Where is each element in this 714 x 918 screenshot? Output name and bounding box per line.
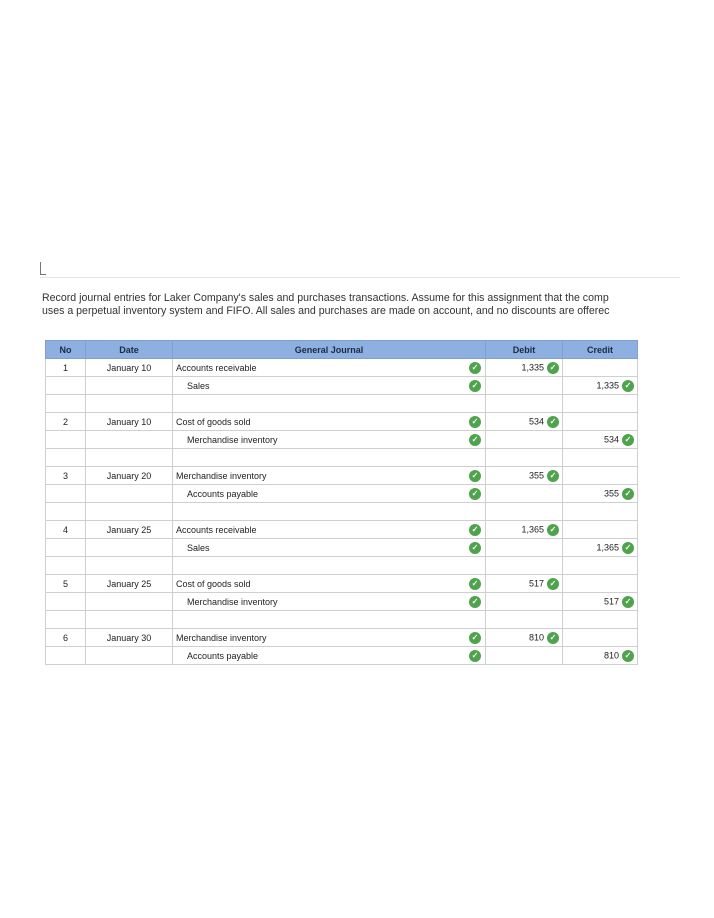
credit-account-select-text: Sales <box>187 542 210 553</box>
entry-date-select-text: January 10 <box>106 362 152 373</box>
entry-date-empty <box>86 377 173 395</box>
empty-cell <box>563 557 638 575</box>
entry-date-select[interactable] <box>86 413 173 431</box>
journal-spacer-row <box>46 449 638 467</box>
debit-amount-input[interactable] <box>486 575 563 593</box>
debit-amount-input[interactable] <box>486 521 563 539</box>
empty-cell <box>46 557 86 575</box>
journal-credit-row <box>46 431 638 449</box>
entry-date-select[interactable] <box>86 359 173 377</box>
journal-debit-row <box>46 413 638 431</box>
empty-cell <box>486 449 563 467</box>
empty-cell <box>486 503 563 521</box>
credit-account-select[interactable] <box>173 647 486 665</box>
check-circle-icon: ✓ <box>622 488 634 500</box>
empty-cell <box>86 449 173 467</box>
journal-debit-row <box>46 467 638 485</box>
journal-credit-row <box>46 377 638 395</box>
check-circle-icon: ✓ <box>469 470 481 482</box>
credit-amount-input-text: 1,335 <box>596 379 619 390</box>
credit-amount-input[interactable] <box>563 539 638 557</box>
debit-amount-input-text: 1,335 <box>521 361 544 372</box>
entry-number-text: 4 <box>62 524 68 535</box>
debit-account-select-text: Accounts receivable <box>176 524 257 535</box>
entry-date-empty <box>86 647 173 665</box>
empty-cell <box>173 503 486 521</box>
credit-amount-input[interactable] <box>563 413 638 431</box>
credit-account-select-text: Accounts payable <box>187 650 259 661</box>
check-circle-icon: ✓ <box>469 362 481 374</box>
check-circle-icon: ✓ <box>469 632 481 644</box>
journal-spacer-row <box>46 557 638 575</box>
entry-number <box>46 629 86 647</box>
credit-account-select[interactable] <box>173 431 486 449</box>
empty-cell <box>86 503 173 521</box>
journal-debit-row <box>46 359 638 377</box>
instructions-line-1: Record journal entries for Laker Company's sales and purchases transactions. Assume for this assignment that the comp <box>42 292 609 304</box>
debit-amount-input-text: 810 <box>528 631 544 642</box>
debit-account-select-text: Accounts receivable <box>176 362 257 373</box>
empty-cell <box>173 395 486 413</box>
debit-account-select-text: Merchandise inventory <box>176 632 267 643</box>
entry-date-empty <box>86 431 173 449</box>
general-journal-table <box>45 340 638 665</box>
credit-account-select-text: Accounts payable <box>187 488 259 499</box>
entry-number-text: 5 <box>62 578 68 589</box>
credit-amount-input-text: 534 <box>603 433 619 444</box>
credit-amount-input[interactable] <box>563 593 638 611</box>
entry-date-empty <box>86 593 173 611</box>
text-cursor-mark <box>40 262 46 275</box>
entry-date-select-text: January 25 <box>106 524 152 535</box>
entry-date-select[interactable] <box>86 575 173 593</box>
debit-account-select-text: Merchandise inventory <box>176 470 267 481</box>
empty-cell <box>563 449 638 467</box>
empty-cell <box>486 611 563 629</box>
debit-amount-input[interactable] <box>486 467 563 485</box>
entry-date-select-text: January 10 <box>106 416 152 427</box>
entry-number <box>46 467 86 485</box>
credit-account-select-text: Sales <box>187 380 210 391</box>
entry-date-empty <box>86 539 173 557</box>
debit-amount-input[interactable] <box>486 431 563 449</box>
check-circle-icon: ✓ <box>469 578 481 590</box>
check-circle-icon: ✓ <box>622 596 634 608</box>
check-circle-icon: ✓ <box>469 524 481 536</box>
check-circle-icon: ✓ <box>469 434 481 446</box>
credit-account-select-text: Merchandise inventory <box>187 596 278 607</box>
credit-account-select[interactable] <box>173 539 486 557</box>
debit-amount-input-text: 534 <box>528 415 544 426</box>
journal-credit-row <box>46 593 638 611</box>
debit-account-select-text: Cost of goods sold <box>176 578 251 589</box>
debit-amount-input[interactable] <box>486 593 563 611</box>
entry-number-text: 1 <box>62 362 68 373</box>
check-circle-icon: ✓ <box>547 578 559 590</box>
journal-credit-row <box>46 647 638 665</box>
journal-spacer-row <box>46 503 638 521</box>
journal-credit-row <box>46 539 638 557</box>
debit-amount-input[interactable] <box>486 377 563 395</box>
empty-cell <box>173 449 486 467</box>
credit-account-select[interactable] <box>173 377 486 395</box>
credit-amount-input-text: 1,365 <box>596 541 619 552</box>
empty-cell <box>563 611 638 629</box>
debit-amount-input-text: 355 <box>528 469 544 480</box>
empty-cell <box>46 503 86 521</box>
entry-date-select[interactable] <box>86 467 173 485</box>
entry-number-empty <box>46 539 86 557</box>
journal-body <box>46 359 638 665</box>
entry-date-select-text: January 20 <box>106 470 152 481</box>
empty-cell <box>486 557 563 575</box>
header-debit: Debit <box>486 341 563 359</box>
journal-debit-row <box>46 521 638 539</box>
debit-amount-input[interactable] <box>486 647 563 665</box>
entry-number <box>46 521 86 539</box>
entry-date-select[interactable] <box>86 629 173 647</box>
debit-account-select[interactable] <box>173 521 486 539</box>
credit-amount-input[interactable] <box>563 431 638 449</box>
check-circle-icon: ✓ <box>622 434 634 446</box>
check-circle-icon: ✓ <box>547 470 559 482</box>
check-circle-icon: ✓ <box>547 632 559 644</box>
header-no: No <box>46 341 86 359</box>
debit-amount-input[interactable] <box>486 629 563 647</box>
check-circle-icon: ✓ <box>547 524 559 536</box>
credit-amount-input[interactable] <box>563 377 638 395</box>
debit-amount-input[interactable] <box>486 485 563 503</box>
empty-cell <box>563 395 638 413</box>
entry-date-select-text: January 30 <box>106 632 152 643</box>
empty-cell <box>86 611 173 629</box>
credit-account-select[interactable] <box>173 593 486 611</box>
debit-amount-input[interactable] <box>486 413 563 431</box>
debit-amount-input-text: 1,365 <box>521 523 544 534</box>
credit-amount-input[interactable] <box>563 521 638 539</box>
entry-date-empty <box>86 485 173 503</box>
header-general-journal: General Journal <box>173 341 486 359</box>
check-circle-icon: ✓ <box>469 650 481 662</box>
credit-amount-input[interactable] <box>563 485 638 503</box>
debit-account-select[interactable] <box>173 629 486 647</box>
debit-account-select[interactable] <box>173 575 486 593</box>
header-credit: Credit <box>563 341 638 359</box>
instructions-text <box>42 292 714 318</box>
check-circle-icon: ✓ <box>469 488 481 500</box>
journal-spacer-row <box>46 611 638 629</box>
credit-account-select-text: Merchandise inventory <box>187 434 278 445</box>
check-circle-icon: ✓ <box>469 380 481 392</box>
empty-cell <box>486 395 563 413</box>
credit-account-select[interactable] <box>173 485 486 503</box>
journal-debit-row <box>46 575 638 593</box>
entry-number <box>46 413 86 431</box>
empty-cell <box>86 395 173 413</box>
entry-number-empty <box>46 593 86 611</box>
check-circle-icon: ✓ <box>469 416 481 428</box>
journal-debit-row <box>46 629 638 647</box>
entry-number <box>46 359 86 377</box>
entry-number <box>46 575 86 593</box>
divider <box>40 277 680 278</box>
entry-number-empty <box>46 647 86 665</box>
check-circle-icon: ✓ <box>622 542 634 554</box>
check-circle-icon: ✓ <box>547 416 559 428</box>
credit-amount-input[interactable] <box>563 575 638 593</box>
debit-account-select-text: Cost of goods sold <box>176 416 251 427</box>
credit-amount-input[interactable] <box>563 467 638 485</box>
check-circle-icon: ✓ <box>469 596 481 608</box>
empty-cell <box>46 611 86 629</box>
check-circle-icon: ✓ <box>622 380 634 392</box>
debit-account-select[interactable] <box>173 359 486 377</box>
debit-amount-input-text: 517 <box>528 577 544 588</box>
check-circle-icon: ✓ <box>547 362 559 374</box>
credit-amount-input[interactable] <box>563 647 638 665</box>
debit-amount-input[interactable] <box>486 359 563 377</box>
empty-cell <box>86 557 173 575</box>
check-circle-icon: ✓ <box>622 650 634 662</box>
entry-number-empty <box>46 377 86 395</box>
empty-cell <box>46 395 86 413</box>
entry-number-text: 6 <box>62 632 68 643</box>
entry-number-text: 3 <box>62 470 68 481</box>
instructions-line-2: uses a perpetual inventory system and FIFO. All sales and purchases are made on account, and no discounts are offerec <box>42 305 610 317</box>
credit-amount-input[interactable] <box>563 629 638 647</box>
debit-account-select[interactable] <box>173 467 486 485</box>
credit-amount-input-text: 355 <box>603 487 619 498</box>
check-circle-icon: ✓ <box>469 542 481 554</box>
header-date: Date <box>86 341 173 359</box>
credit-amount-input-text: 810 <box>603 649 619 660</box>
entry-number-empty <box>46 431 86 449</box>
credit-amount-input[interactable] <box>563 359 638 377</box>
empty-cell <box>46 449 86 467</box>
empty-cell <box>173 557 486 575</box>
entry-date-select[interactable] <box>86 521 173 539</box>
journal-spacer-row <box>46 395 638 413</box>
entry-date-select-text: January 25 <box>106 578 152 589</box>
empty-cell <box>563 503 638 521</box>
journal-credit-row <box>46 485 638 503</box>
empty-cell <box>173 611 486 629</box>
entry-number-empty <box>46 485 86 503</box>
entry-number-text: 2 <box>62 416 68 427</box>
credit-amount-input-text: 517 <box>603 595 619 606</box>
debit-amount-input[interactable] <box>486 539 563 557</box>
table-header-row <box>46 341 638 359</box>
debit-account-select[interactable] <box>173 413 486 431</box>
